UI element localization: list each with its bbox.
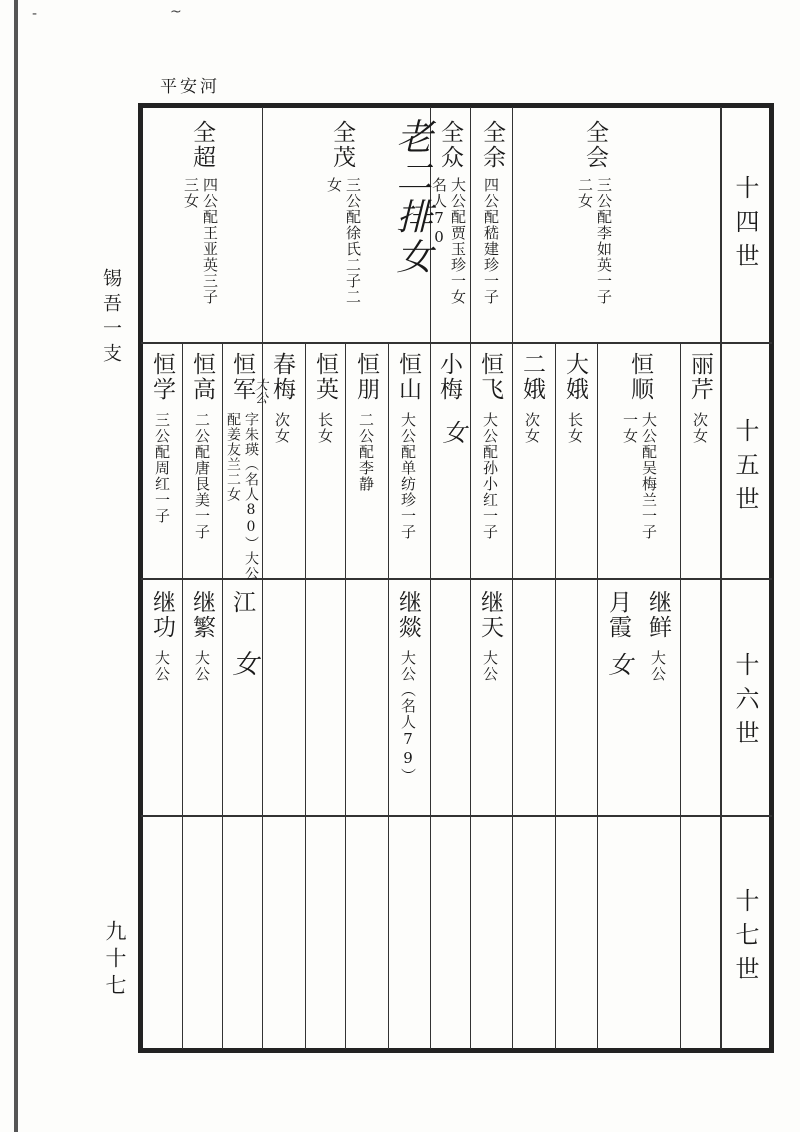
cell-divider	[597, 343, 598, 1049]
cell-divider	[430, 343, 431, 1049]
person-name: 恒山	[395, 352, 421, 402]
person-note: 次女	[691, 412, 709, 444]
scan-mark: ~	[170, 4, 182, 20]
person-note: 三公配李如英一子	[595, 177, 613, 305]
person-note: 字朱瑛（名人80）大公	[243, 412, 259, 581]
person-name: 继天	[477, 590, 503, 640]
cell-divider	[470, 343, 471, 1049]
person-name: 全茂	[329, 120, 355, 170]
person-note: 次女	[523, 412, 541, 444]
person-note: 女	[604, 652, 632, 677]
person-name: 继燚	[395, 590, 421, 640]
person-name: 全超	[189, 120, 215, 170]
person-name: 丽芹	[687, 352, 713, 402]
cell-divider	[262, 343, 263, 1049]
row-divider	[141, 578, 772, 580]
row-divider	[141, 342, 772, 344]
person-note: 三公配周红一子	[153, 412, 171, 524]
person-name: 恒高	[189, 352, 215, 402]
scan-edge	[14, 0, 18, 1132]
person-note: 大公（名人79）	[399, 650, 417, 784]
cell-divider	[512, 107, 513, 343]
person-name: 大娥	[562, 352, 588, 402]
person-children: 女	[325, 177, 343, 193]
generation-label: 十五世	[731, 418, 759, 520]
person-note: 次女	[273, 412, 291, 444]
person-note: 大公	[481, 650, 499, 682]
person-note: 三公配徐氏二子二	[344, 177, 362, 305]
person-name: 春梅	[269, 352, 295, 402]
person-note: 大公	[649, 650, 667, 682]
person-name: 恒军	[229, 352, 255, 402]
person-name: 全众	[437, 120, 463, 170]
scan-mark: -	[32, 6, 38, 22]
person-note: 大公配贾玉珍一女	[449, 177, 467, 305]
handwritten-note: 大公	[252, 378, 267, 404]
person-note: 二公配唐艮美一子	[193, 412, 211, 540]
person-name: 继功	[149, 590, 175, 640]
person-name: 继鲜	[645, 590, 671, 640]
person-name: 继繁	[189, 590, 215, 640]
person-name: 月霞	[605, 590, 631, 640]
cell-divider	[555, 343, 556, 1049]
cell-divider	[262, 107, 263, 343]
generation-label: 十六世	[731, 652, 759, 754]
cell-divider	[305, 343, 306, 1049]
person-note: 女	[438, 420, 466, 445]
person-note-spouse: 配姜友兰二女	[225, 412, 241, 502]
person-name: 小梅	[436, 352, 462, 402]
place-name: 平安河	[160, 77, 220, 97]
person-note: 长女	[566, 412, 584, 444]
person-name: 江	[229, 590, 255, 615]
generation-label: 十四世	[731, 175, 759, 277]
person-note: 女	[228, 650, 258, 677]
handwritten-note: 老二排女	[391, 118, 432, 278]
person-note: 长女	[316, 412, 334, 444]
person-note: 大公	[153, 650, 171, 682]
person-name: 二娥	[519, 352, 545, 402]
person-name: 全余	[479, 120, 505, 170]
cell-divider	[222, 343, 223, 1049]
branch-label: 锡吾一支	[100, 268, 122, 368]
person-children: 三女	[182, 177, 200, 209]
row-divider	[141, 815, 772, 817]
person-extra: 名人70	[430, 177, 448, 247]
generation-label: 十七世	[731, 888, 759, 990]
person-note: 大公配单纺珍一子	[399, 412, 417, 540]
person-name: 恒学	[149, 352, 175, 402]
cell-divider	[182, 343, 183, 1049]
person-name: 恒飞	[477, 352, 503, 402]
person-children: 一女	[621, 412, 639, 444]
person-note: 大公	[193, 650, 211, 682]
cell-divider	[470, 107, 471, 343]
person-note: 二公配李静	[357, 412, 375, 492]
cell-divider	[345, 343, 346, 1049]
person-note: 四公配王亚英三子	[201, 177, 219, 305]
cell-divider	[388, 343, 389, 1049]
generation-column-border	[720, 107, 722, 1049]
person-name: 恒英	[312, 352, 338, 402]
page-number: 九十七	[103, 920, 127, 1001]
cell-divider	[512, 343, 513, 1049]
person-note: 大公配孙小红一子	[481, 412, 499, 540]
person-name: 全会	[582, 120, 608, 170]
person-children: 二女	[576, 177, 594, 209]
person-note: 四公配嵇建珍一子	[482, 177, 500, 305]
person-name: 恒顺	[627, 352, 653, 402]
person-note: 大公配吴梅兰一子	[640, 412, 658, 540]
person-name: 恒朋	[353, 352, 379, 402]
cell-divider	[680, 343, 681, 1049]
